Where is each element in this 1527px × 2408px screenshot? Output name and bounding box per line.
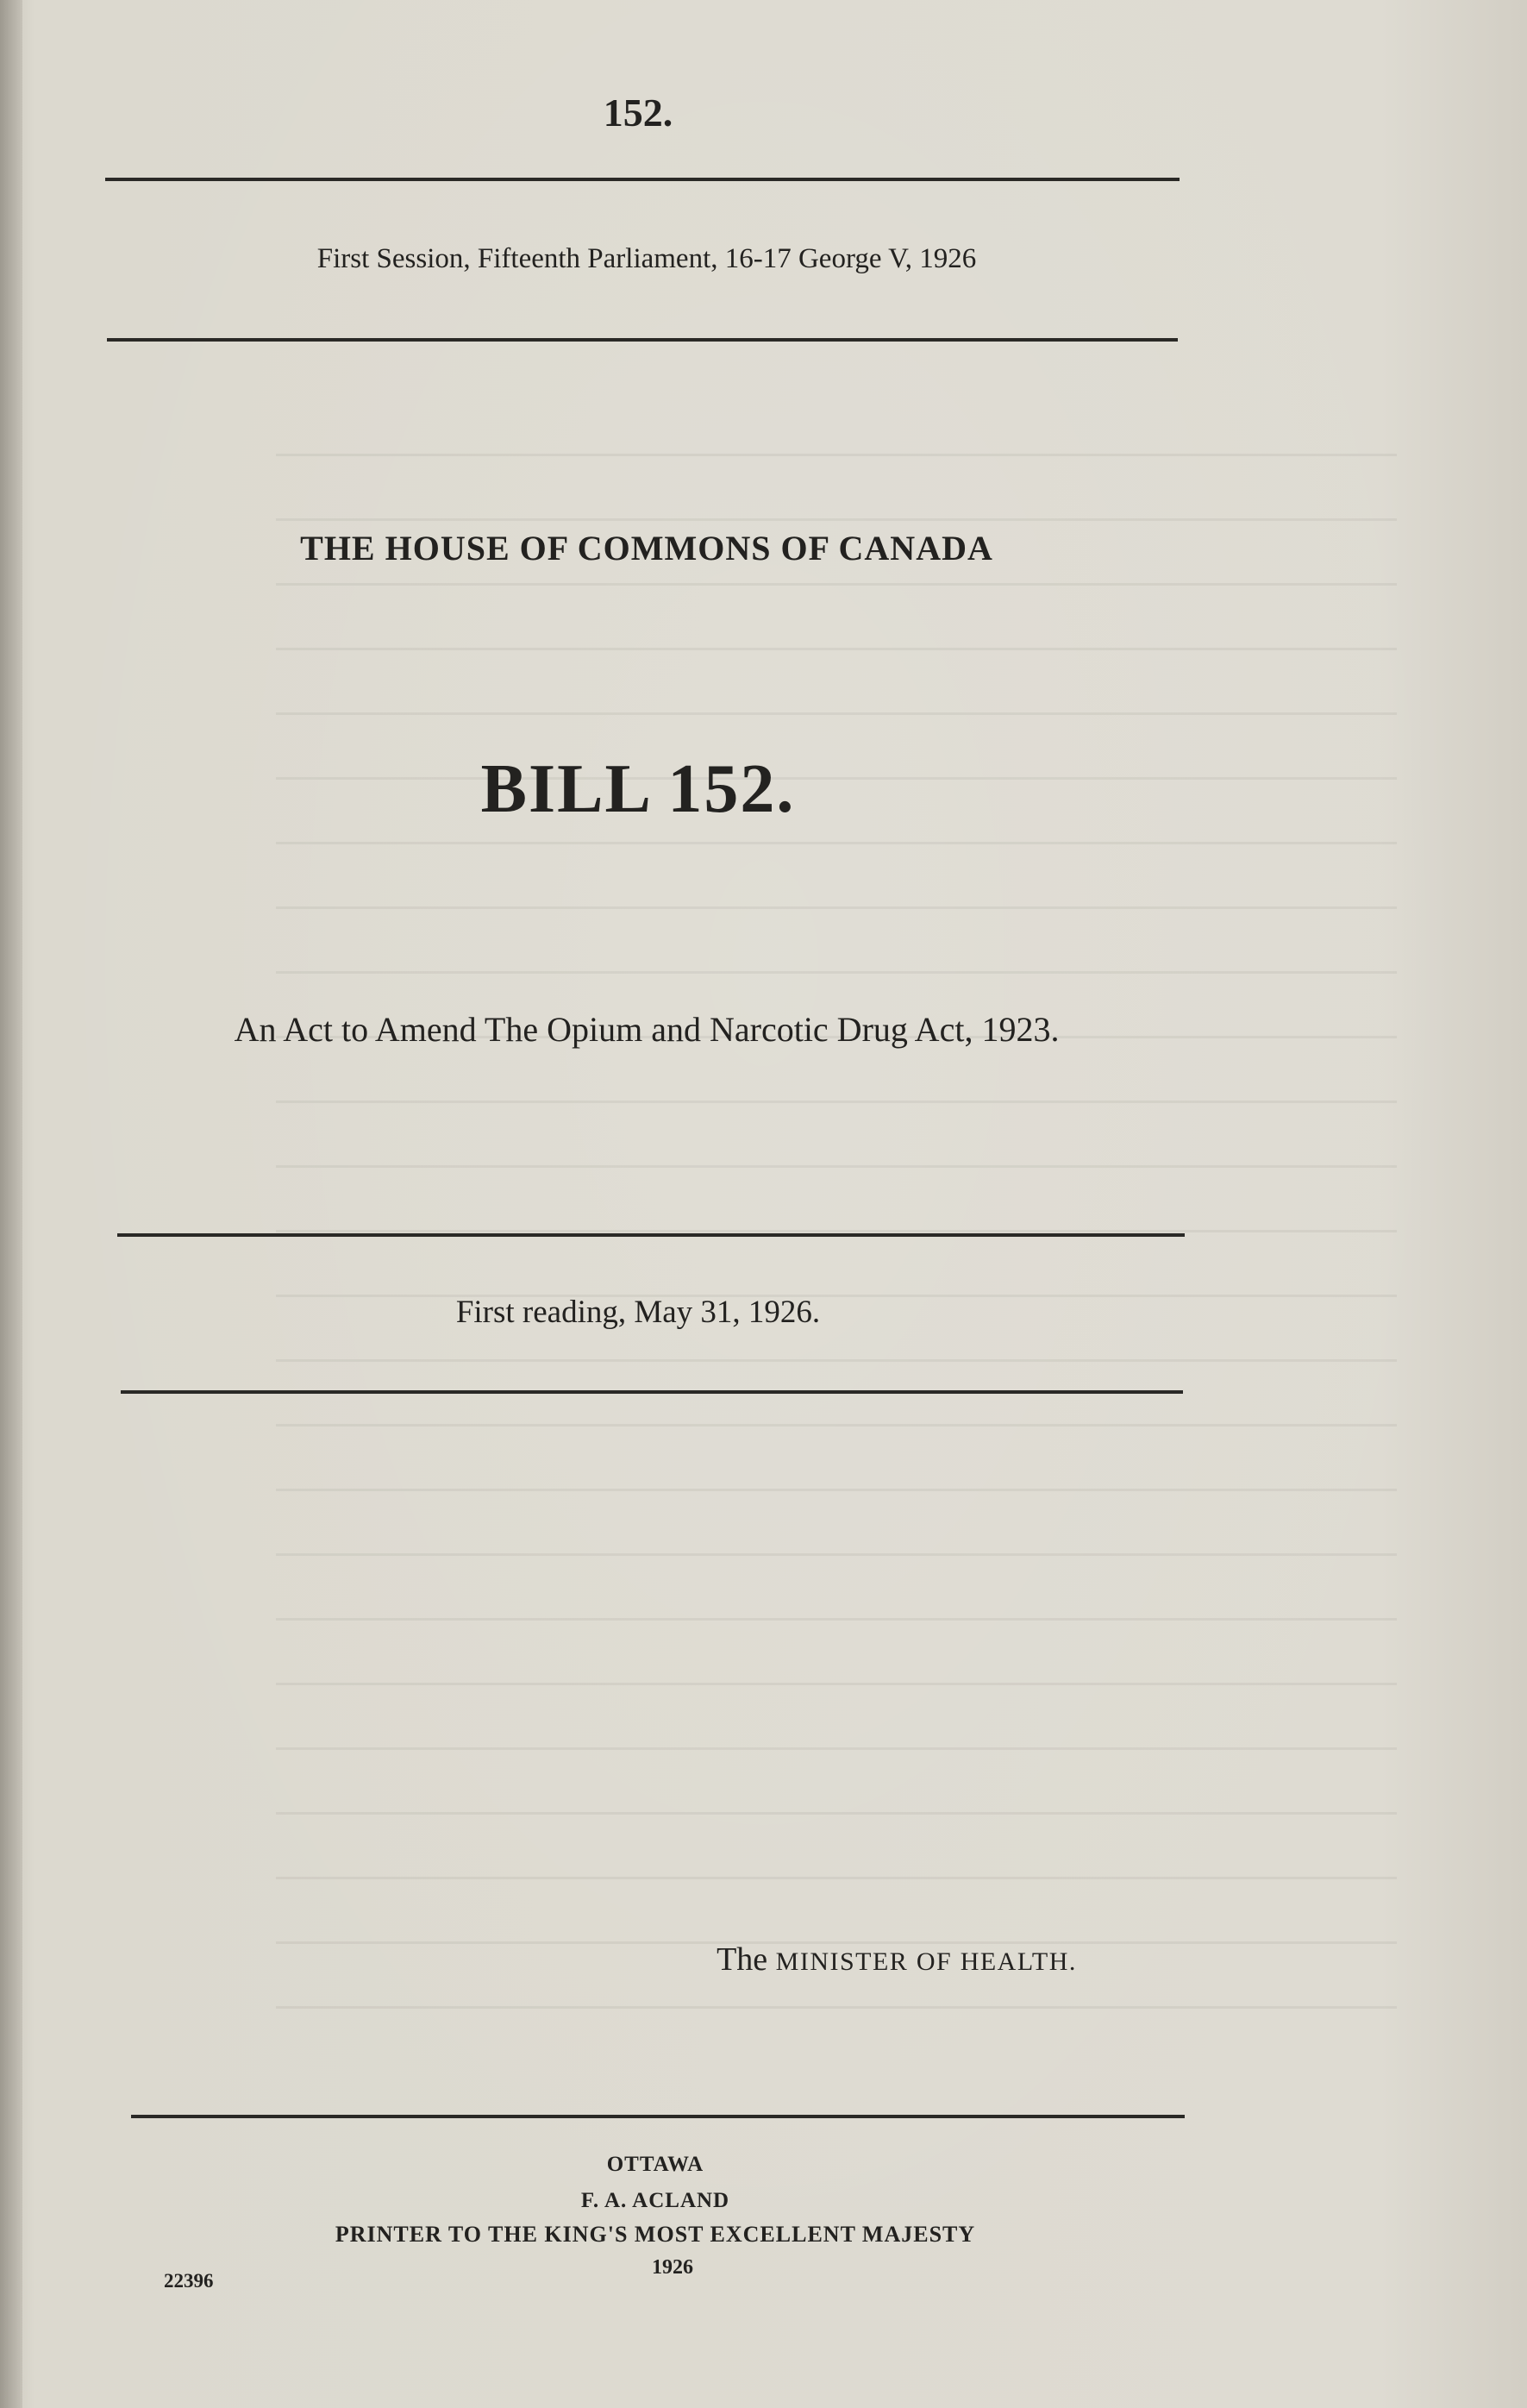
minister-line — [604, 1941, 1190, 1978]
first-reading-date: First reading, May 31, 1926. — [455, 1295, 821, 1330]
minister-title-part2: HEALTH. — [960, 1947, 1077, 1976]
bill-number-header: 152. — [603, 91, 673, 135]
session-rule — [107, 338, 1178, 342]
binding-shadow — [0, 0, 22, 2408]
bill-title: BILL 152. — [480, 751, 796, 827]
minister-of: OF — [916, 1947, 953, 1976]
house-heading: THE HOUSE OF COMMONS OF CANADA — [300, 529, 993, 568]
show-through-texture — [103, 405, 1397, 2113]
printer-name: F. A. ACLAND — [580, 2189, 730, 2212]
act-title: An Act to Amend The Opium and Narcotic Drug Act, 1923. — [234, 1010, 1060, 1049]
minister-title-part1: MINISTER — [775, 1947, 909, 1976]
reading-top-rule — [117, 1233, 1185, 1237]
top-rule — [105, 178, 1180, 181]
session-line: First Session, Fifteenth Parliament, 16-17 George V, 1926 — [316, 243, 977, 274]
imprint-city: OTTAWA — [606, 2153, 704, 2176]
minister-article: The — [717, 1941, 768, 1978]
document-number: 22396 — [164, 2270, 214, 2292]
imprint-year: 1926 — [652, 2256, 693, 2279]
reading-bottom-rule — [121, 1390, 1183, 1394]
printer-title: PRINTER TO THE KING'S MOST EXCELLENT MAJESTY — [335, 2222, 976, 2247]
imprint-rule — [131, 2115, 1185, 2118]
